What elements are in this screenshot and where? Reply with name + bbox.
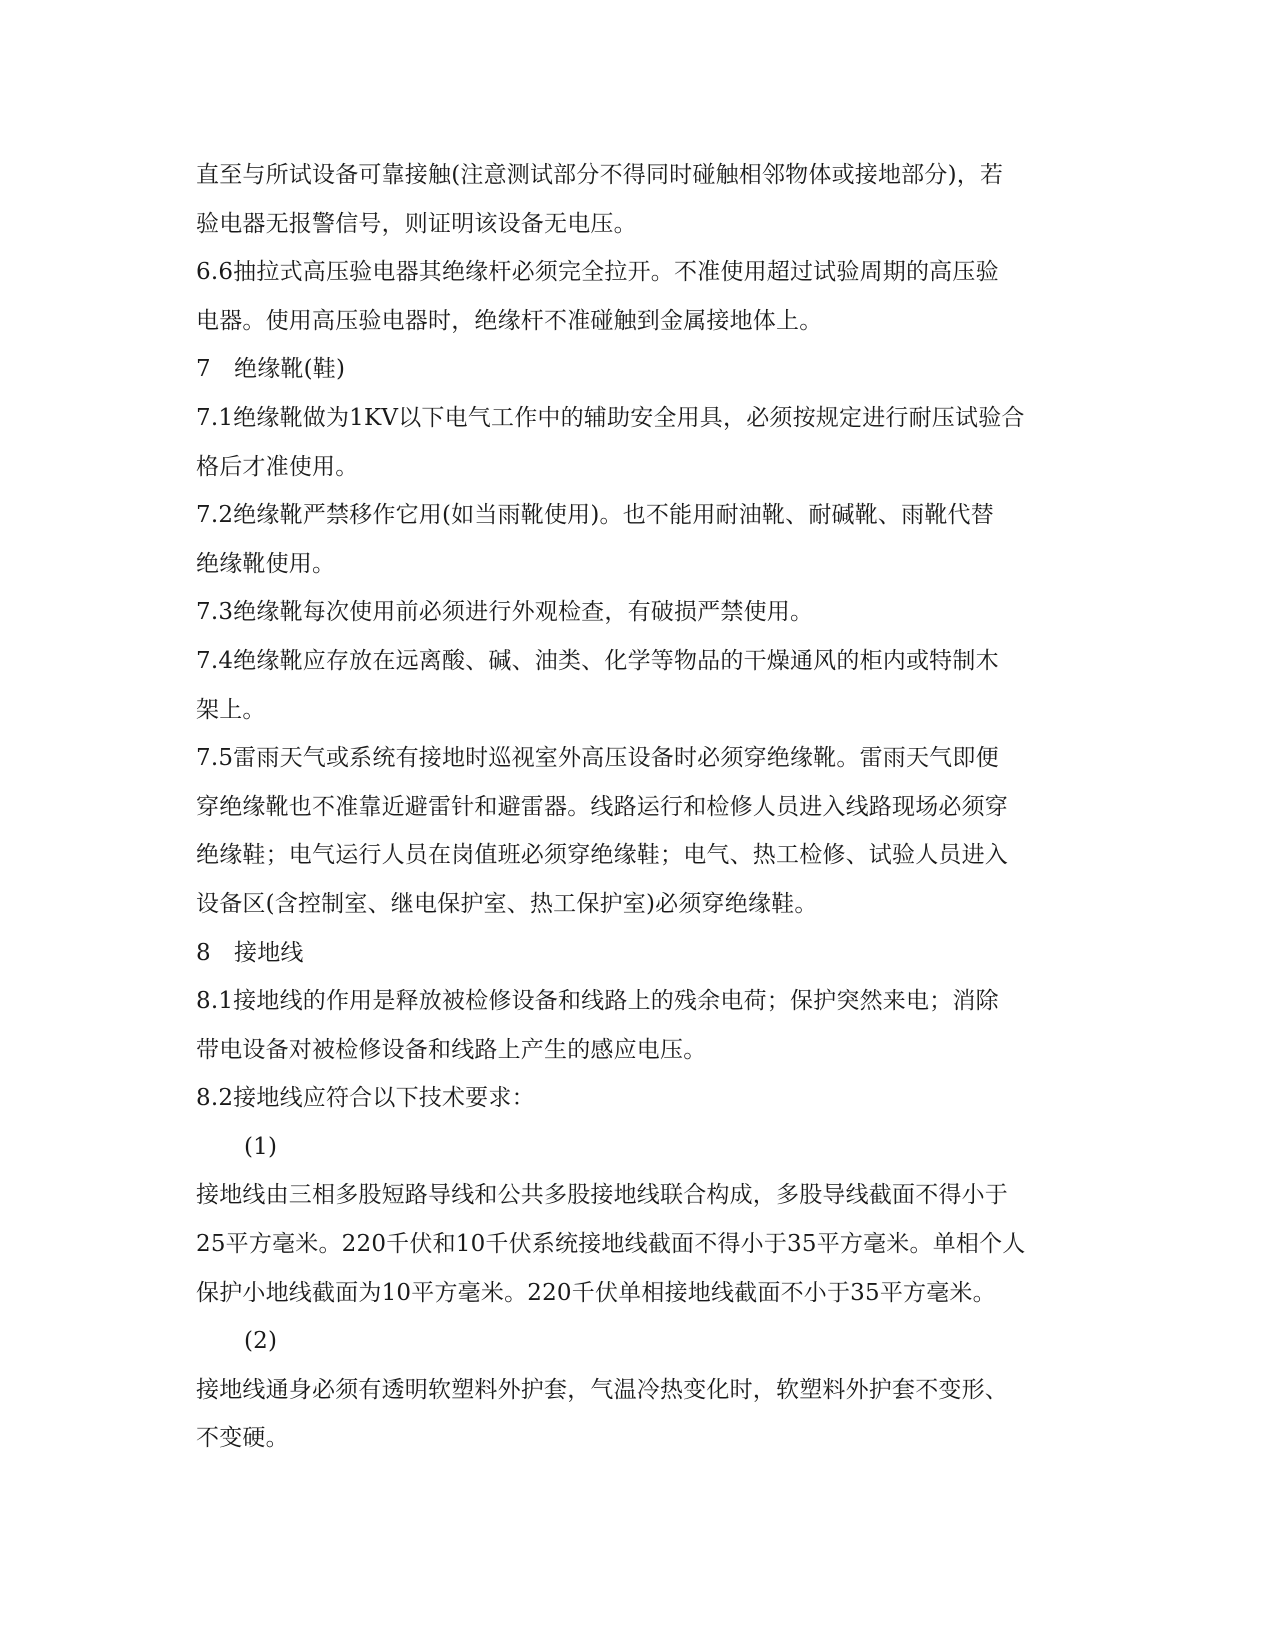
text-line: 8.2接地线应符合以下技术要求： bbox=[196, 1085, 535, 1112]
text-line: 保护小地线截面为10平方毫米。220千伏单相接地线截面不小于35平方毫米。 bbox=[196, 1279, 996, 1306]
text-line: 接地线由三相多股短路导线和公共多股接地线联合构成，多股导线截面不得小于 bbox=[196, 1182, 1008, 1209]
text-line: 架上。 bbox=[196, 696, 266, 723]
text-line: 直至与所试设备可靠接触(注意测试部分不得同时碰触相邻物体或接地部分)，若 bbox=[196, 162, 1004, 188]
section-heading: 7 绝缘靴(鞋) bbox=[196, 356, 346, 383]
text-line: 不变硬。 bbox=[196, 1425, 289, 1452]
text-line: 8.1接地线的作用是释放被检修设备和线路上的残余电荷；保护突然来电；消除 bbox=[196, 988, 999, 1015]
text-line: 7.2绝缘靴严禁移作它用(如当雨靴使用)。也不能用耐油靴、耐碱靴、雨靴代替 bbox=[196, 502, 994, 529]
text-line: 设备区(含控制室、继电保护室、热工保护室)必须穿绝缘鞋。 bbox=[196, 890, 818, 917]
list-marker: (1) bbox=[244, 1133, 278, 1160]
document-body bbox=[196, 151, 1096, 1463]
text-line: 7.1绝缘靴做为1KV以下电气工作中的辅助安全用具，必须按规定进行耐压试验合 bbox=[196, 404, 1025, 431]
text-line: 穿绝缘靴也不准靠近避雷针和避雷器。线路运行和检修人员进入线路现场必须穿 bbox=[196, 793, 1008, 820]
text-line: 验电器无报警信号，则证明该设备无电压。 bbox=[196, 210, 637, 237]
text-line: 25平方毫米。220千伏和10千伏系统接地线截面不得小于35平方毫米。单相个人 bbox=[196, 1231, 1026, 1258]
section-heading: 8 接地线 bbox=[196, 939, 304, 966]
list-marker: (2) bbox=[244, 1328, 278, 1355]
text-line: 格后才准使用。 bbox=[196, 453, 359, 480]
text-line: 接地线通身必须有透明软塑料外护套，气温冷热变化时，软塑料外护套不变形、 bbox=[196, 1376, 1008, 1403]
text-line: 7.5雷雨天气或系统有接地时巡视室外高压设备时必须穿绝缘靴。雷雨天气即便 bbox=[196, 745, 999, 772]
text-line: 7.4绝缘靴应存放在远离酸、碱、油类、化学等物品的干燥通风的柜内或特制木 bbox=[196, 647, 999, 674]
text-line: 绝缘靴使用。 bbox=[196, 550, 336, 577]
text-line: 绝缘鞋；电气运行人员在岗值班必须穿绝缘鞋；电气、热工检修、试验人员进入 bbox=[196, 842, 1008, 869]
text-line: 电器。使用高压验电器时，绝缘杆不准碰触到金属接地体上。 bbox=[196, 307, 823, 334]
text-line: 6.6抽拉式高压验电器其绝缘杆必须完全拉开。不准使用超过试验周期的高压验 bbox=[196, 259, 999, 286]
text-line: 带电设备对被检修设备和线路上产生的感应电压。 bbox=[196, 1036, 707, 1063]
text-line: 7.3绝缘靴每次使用前必须进行外观检查，有破损严禁使用。 bbox=[196, 599, 814, 626]
